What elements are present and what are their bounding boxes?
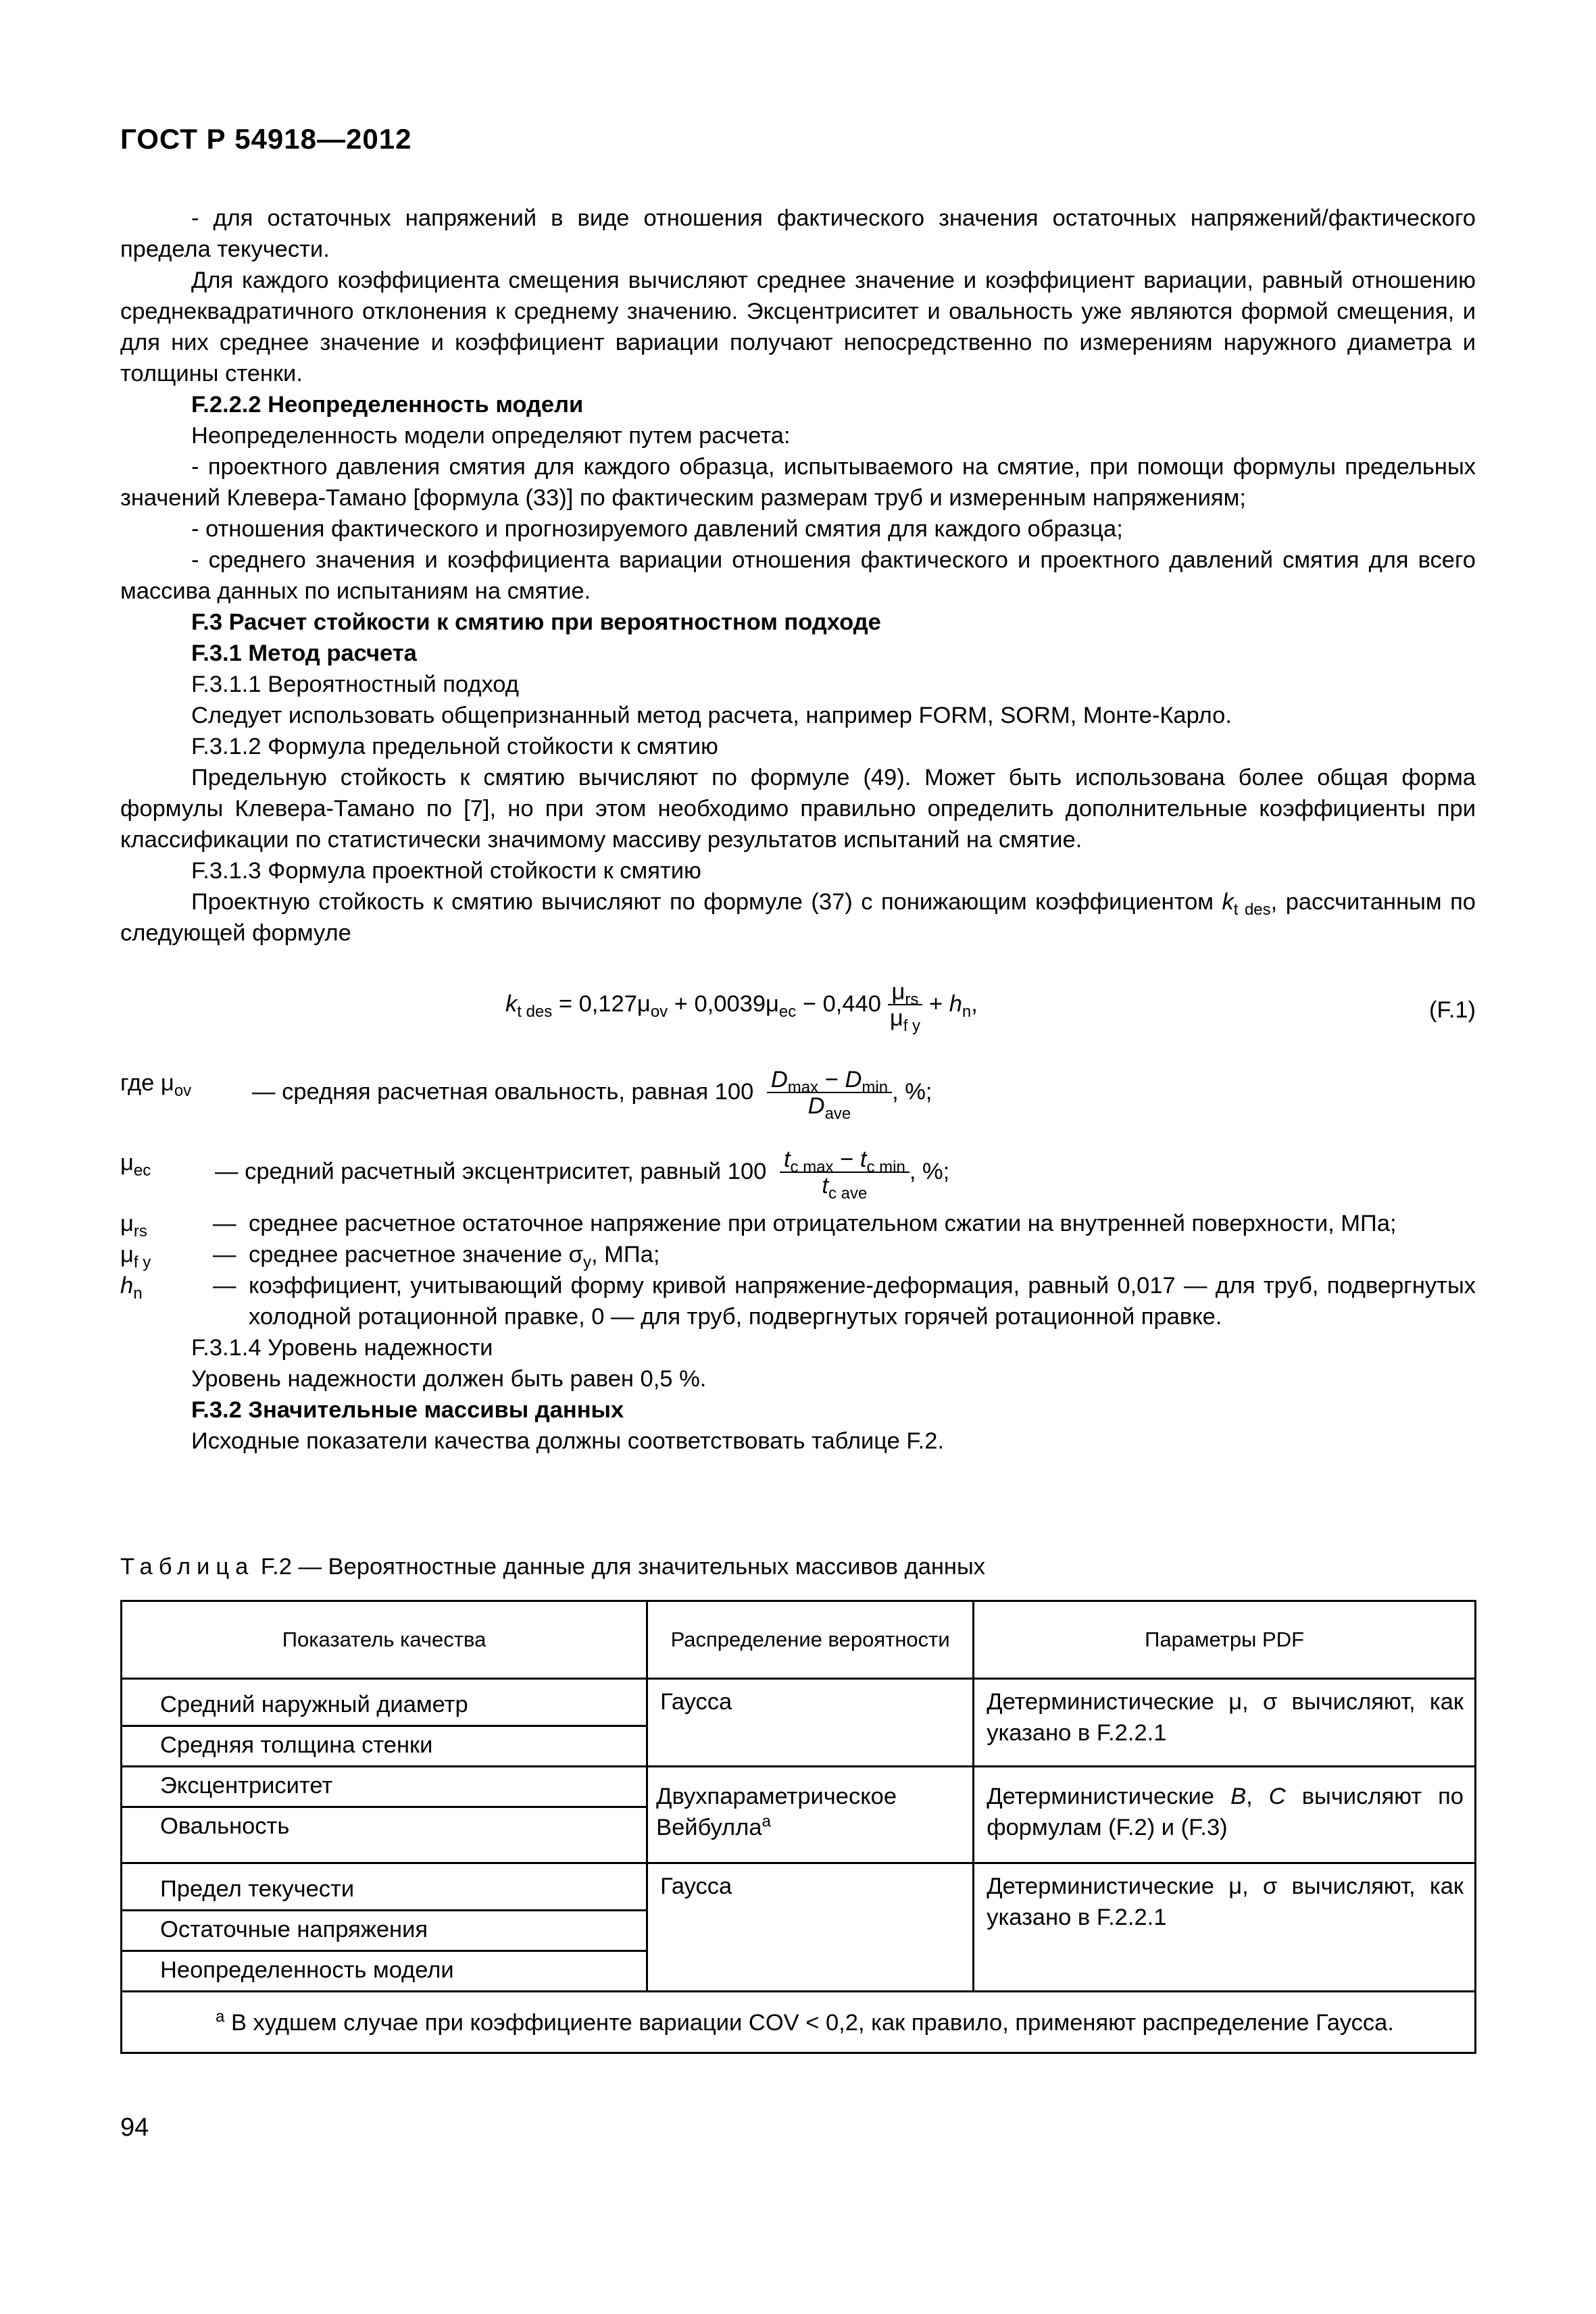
where-item-ec: $\mu_{ec}$ — средний расчетный эксцентриситет, равный 100 $\frac{t_{c max} - t_{c min}}{t_{c ave}}$ , %; [120,1147,950,1203]
table-footnote-row [122,1992,1476,2053]
formula-number: (F.1) [1429,997,1476,1023]
table-cell: Эксцентриситет [122,1767,647,1807]
table-cell: Детерминистические μ, σ вычисляют, как указано в F.2.2.1 [974,1679,1476,1767]
table-cell: Детерминистические B, C вычисляют по формулам (F.2) и (F.3) [974,1767,1476,1863]
paragraph: - среднего значения и коэффициента вариации отношения фактического и проектного давлений смятия для всего массива данных по испытаниям на смятие. [120,547,1476,604]
paragraph: Предельную стойкость к смятию вычисляют по формуле (49). Может быть использована более общая форма формулы Клевера-Тамано по [7], но при этом необходимо правильно определить дополнительные коэффициенты при классификации по статистически значимому массиву результатов испытаний на смятие. [120,765,1476,853]
paragraph: Проектную стойкость к смятию вычисляют по формуле (37) с понижающим коэффициентом $k_{t des}$, рассчитанным по следующей формуле [120,889,1476,946]
column-header: Параметры PDF [974,1601,1476,1679]
where-item-rs: $\mu_{rs}$ — среднее расчетное остаточное напряжение при отрицательном сжатии на внутренней поверхности, МПа; [120,1211,1397,1240]
section-heading: F.2.2.2 Неопределенность модели [191,392,584,418]
column-header: Показатель качества [122,1601,647,1679]
where-list [120,1053,1476,1332]
paragraph: - отношения фактического и прогнозируемого давлений смятия для каждого образца; [191,516,1123,542]
subsection-title: F.3.1.2 Формула предельной стойкости к смятию [191,734,718,759]
table-cell: Остаточные напряжения [122,1911,647,1951]
table-cell: Средний наружный диаметр [122,1679,647,1726]
table-cell: Двухпараметрическое Вейбулла$^a$ [647,1767,974,1863]
paragraph: Уровень надежности должен быть равен 0,5 %. [191,1366,707,1392]
table-cell: Овальность [122,1807,647,1863]
where-item-ov: где $\mu_{ov}$ — средняя расчетная овальность, равная 100 $\frac{D_{max} - D_{min}}{D_{ave}}$ , %; [120,1067,932,1123]
column-header: Распределение вероятности [647,1601,974,1679]
paragraph: - для остаточных напряжений в виде отношения фактического значения остаточных напряжений/фактического предела текучести. [120,205,1476,262]
table-footnote: $^a$ В худшем случае при коэффициенте вариации COV < 0,2, как правило, применяют распределение Гаусса. [122,1992,1476,2053]
document-header: ГОСТ Р 54918—2012 [120,123,412,155]
where-item-fy: $\mu_{f y}$ — среднее расчетное значение $\sigma_y$, МПа; [120,1242,660,1272]
fraction: $\frac{D_{max} - D_{min}}{D_{ave}}$ [767,1067,892,1119]
section-heading: F.3.2 Значительные массивы данных [191,1397,624,1423]
subsection-title: F.3.1.3 Формула проектной стойкости к смятию [191,858,701,884]
subsection-title: F.3.1.1 Вероятностный подход [191,672,519,697]
paragraph: Исходные показатели качества должны соответствовать таблице F.2. [191,1428,945,1454]
table-cell: Гаусса [647,1679,974,1767]
formula-f1 [120,966,1476,1053]
table-header-row [122,1601,1476,1679]
table-cell: Неопределенность модели [122,1951,647,1992]
subsection-title: F.3.1.4 Уровень надежности [191,1335,493,1361]
paragraph: Неопределенность модели определяют путем расчета: [191,423,791,449]
document-body [120,203,1476,1457]
page-number: 94 [120,2113,149,2142]
table-row [122,1863,1476,1911]
formula-expression: $k_{t des} = 0,127\mu_{ov} + 0,0039\mu_{ec} - 0,440$ $\frac{\mu_{rs}}{\mu_{f y}}$ + $h_n$, [505,979,978,1035]
table-cell: Детерминистические μ, σ вычисляют, как указано в F.2.2.1 [974,1863,1476,1992]
table-cell: Средняя толщина стенки [122,1726,647,1767]
fraction: $\frac{\mu_{rs}}{\mu_{f y}}$ [888,980,923,1031]
section-heading: F.3 Расчет стойкости к смятию при вероятностном подходе [191,609,881,635]
where-item-hn: $h_n$ — коэффициент, учитывающий форму кривой напряжение-деформация, равный 0,017 — для труб, подвергнутых холодной ротационной правке, 0 — для труб, подвергнутых горячей ротационной правке. [120,1273,1476,1330]
section-heading: F.3.1 Метод расчета [191,640,417,666]
table-cell: Предел текучести [122,1863,647,1911]
table-row [122,1679,1476,1726]
paragraph: Следует использовать общепризнанный метод расчета, например FORM, SORM, Монте-Карло. [191,703,1232,728]
fraction: $\frac{t_{c max} - t_{c min}}{t_{c ave}}$ [780,1147,909,1199]
data-table [120,1600,1476,2054]
table-cell: Гаусса [647,1863,974,1992]
paragraph: Для каждого коэффициента смещения вычисляют среднее значение и коэффициент вариации, равный отношению среднеквадратичного отклонения к среднему значению. Эксцентриситет и овальность уже являются формой смещения, и для них среднее значение и коэффициент вариации получают непосредственно по измерениям наружного диаметра и толщины стенки. [120,268,1476,386]
paragraph: - проектного давления смятия для каждого образца, испытываемого на смятие, при помощи формулы предельных значений Клевера-Тамано [формула (33)] по фактическим размерам труб и измеренным напряжениям; [120,454,1476,511]
table-caption: Таблица F.2 — Вероятностные данные для значительных массивов данных [120,1554,986,1580]
table-row [122,1767,1476,1807]
